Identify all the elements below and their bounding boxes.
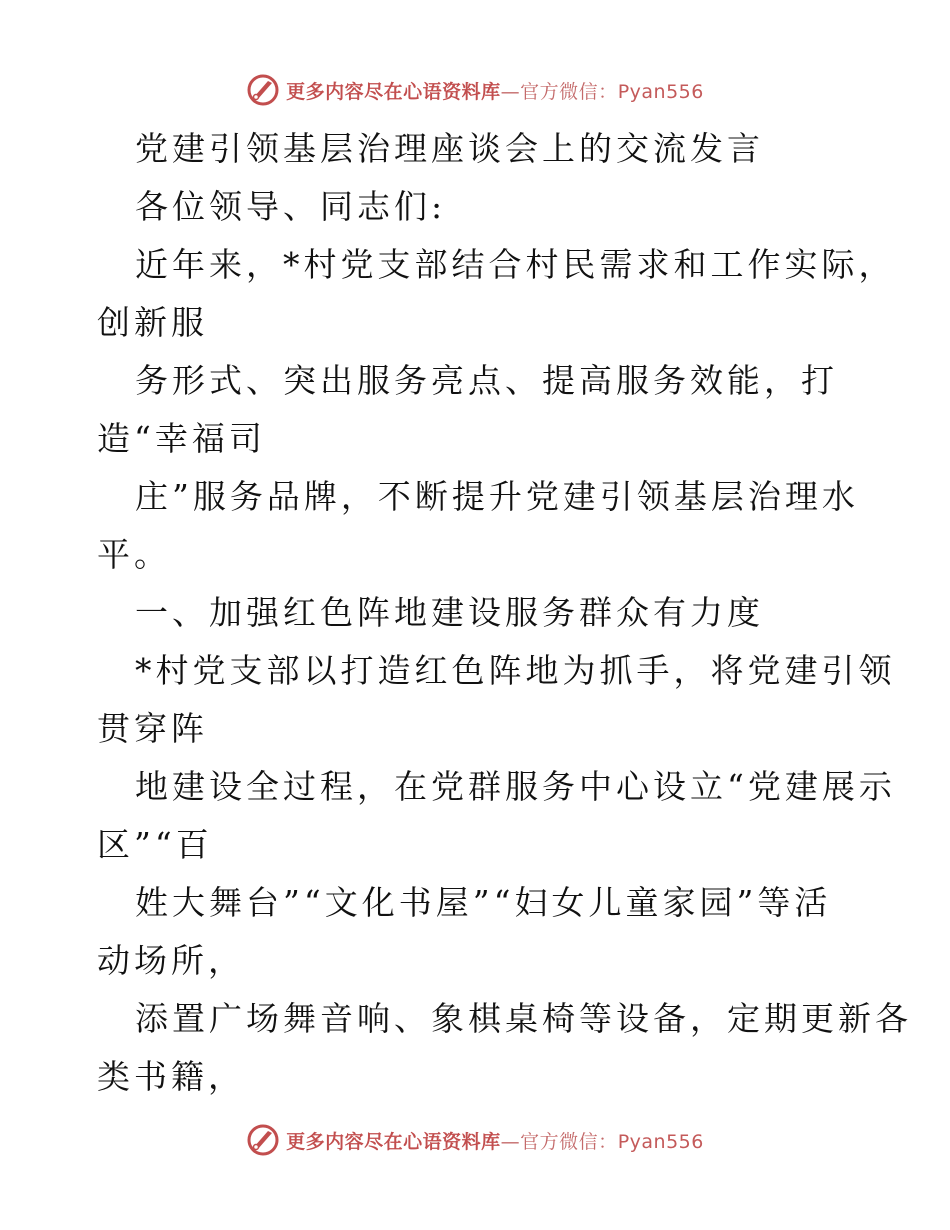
watermark-main: 更多内容尽在心语资料库	[286, 1130, 501, 1153]
salutation: 各位领导、同志们:	[135, 187, 447, 226]
watermark-footer	[0, 1120, 950, 1160]
paragraph-line: 庄”服务品牌，不断提升党建引领基层治理水	[135, 477, 859, 516]
watermark-label: 官方微信：	[520, 80, 618, 103]
watermark-id: Pyan556	[617, 1130, 704, 1153]
paragraph-line: 平。	[97, 535, 171, 574]
watermark-label: 官方微信：	[520, 1130, 618, 1153]
watermark-dash: —	[500, 80, 521, 103]
section-heading: 一、加强红色阵地建设服务群众有力度	[135, 593, 764, 632]
watermark-header	[0, 70, 950, 110]
quill-seal-icon	[246, 1123, 280, 1157]
watermark-text	[286, 77, 704, 104]
paragraph-line: 类书籍，	[97, 1057, 245, 1096]
watermark-text	[286, 1127, 704, 1154]
paragraph-line: 务形式、突出服务亮点、提高服务效能，打	[135, 361, 838, 400]
quill-seal-icon	[246, 73, 280, 107]
paragraph-line: 创新服	[97, 303, 208, 342]
paragraph-line: *村党支部以打造红色阵地为抓手，将党建引领	[135, 651, 896, 690]
paragraph-line: 区”“百	[97, 825, 213, 864]
paragraph-line: 近年来，*村党支部结合村民需求和工作实际，	[135, 245, 896, 284]
paragraph-line: 姓大舞台”“文化书屋”“妇女儿童家园”等活	[135, 883, 832, 922]
paragraph-line: 贯穿阵	[97, 709, 208, 748]
watermark-dash: —	[500, 1130, 521, 1153]
paragraph-line: 添置广场舞音响、象棋桌椅等设备，定期更新各	[135, 999, 912, 1038]
paragraph-line: 动场所，	[97, 941, 245, 980]
watermark-main: 更多内容尽在心语资料库	[286, 80, 501, 103]
document-title: 党建引领基层治理座谈会上的交流发言	[135, 129, 764, 168]
paragraph-line: 地建设全过程，在党群服务中心设立“党建展示	[135, 767, 896, 806]
paragraph-line: 造“幸福司	[97, 419, 266, 458]
watermark-id: Pyan556	[617, 80, 704, 103]
